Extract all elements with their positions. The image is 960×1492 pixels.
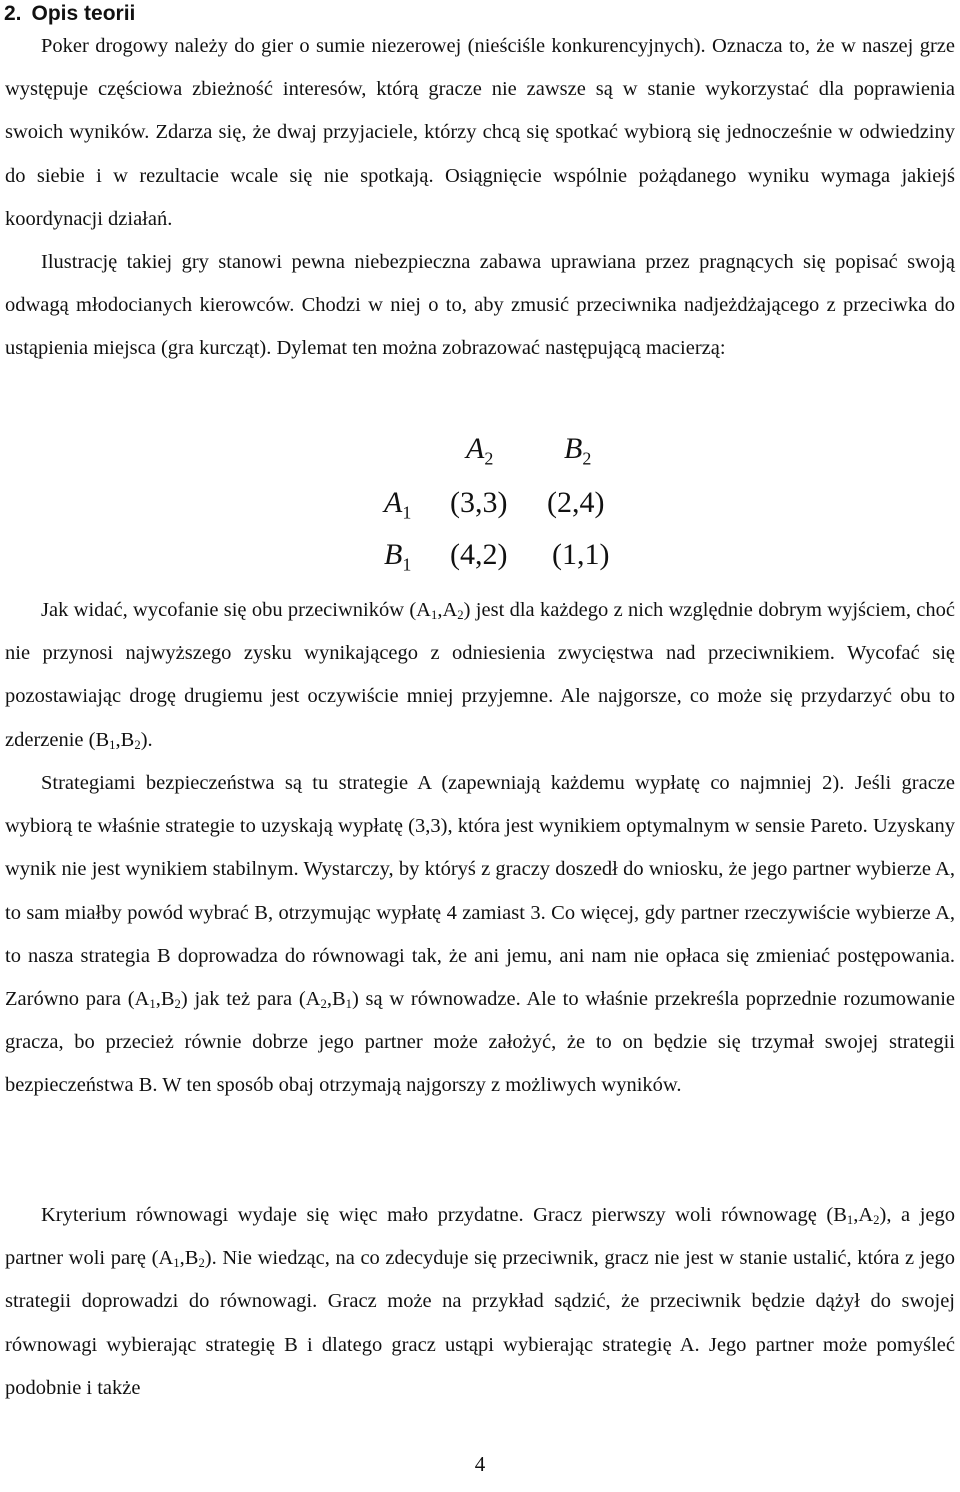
matrix-row-header-1: $A_1$ (384, 486, 412, 523)
paragraph-3: Jak widać, wycofanie się obu przeciwników $(A_1,A_2)$ jest dla każdego z nich względnie dobrym wyjściem, choć nie przynosi najwyższego zysku wynikającego z odniesienia zwycięstwa nad przeciwnikiem. Wycofać się pozostawiając drogę drugiemu jest oczywiście mniej przyjemne. Ale najgorsze, co może się przydarzyć obu to zderzenie $(B_1,B_2)$. (5, 599, 955, 752)
matrix-col-header-1: $A_2$ (466, 432, 494, 469)
paragraph-4: Strategiami bezpieczeństwa są tu strategie A (zapewniają każdemu wypłatę co najmniej 2). Jeśli gracze wybiorą te właśnie strategie to uzyskają wypłatę (3,3), która jest wynikiem optymalnym w sensie Pareto. Uzyskany wynik nie jest wynikiem stabilnym. Wystarczy, by któryś z graczy doszedł do wniosku, że jego partner wybierze A, to sam miałby powód wybrać B, otrzymując wypłatę 4 zamiast 3. Co więcej, gdy partner rzeczywiście wybierze A, to nasza strategia B doprowadza do równowagi tak, że ani jemu, ani nam nie opłaca się zmieniać postępowania. Zarówno para $(A_1,B_2)$ jak też para $(A_2,B_1)$ są w równowadze. Ale to właśnie przekreśla poprzednie rozumowanie gracza, bo przecież równie dobrze jego partner może założyć, że to on będzie się trzymał swojej strategii bezpieczeństwa B. W ten sposób obaj otrzymają najgorszy z możliwych wyników. (5, 772, 955, 1097)
section-number: 2. (4, 2, 22, 25)
matrix-col-header-2: $B_2$ (564, 432, 592, 469)
paragraph-1: Poker drogowy należy do gier o sumie niezerowej (nieściśle konkurencyjnych). Oznacza to, że w naszej grze występuje częściowa zbieżność interesów, którą gracze nie zawsze są w stanie wykorzystać dla poprawienia swoich wyników. Zdarza się, że dwaj przyjaciele, którzy chcą się spotkać wybiorą się jednocześnie w odwiedziny do siebie i w rezultacie wcale się nie spotkają. Osiągnięcie wspólnie pożądanego wyniku wymaga jakiejś koordynacji działań. (5, 35, 955, 230)
paragraph-2: Ilustrację takiej gry stanowi pewna niebezpieczna zabawa uprawiana przez pragnących się popisać swoją odwagą młodocianych kierowców. Chodzi w niej o to, aby zmusić przeciwnika nadjeżdżającego z przeciwka do ustąpienia miejsca (gra kurcząt). Dylemat ten można zobrazować następującą macierzą: (5, 251, 955, 360)
paragraph-5: Kryterium równowagi wydaje się więc mało przydatne. Gracz pierwszy woli równowagę $(B_1,A_2)$, a jego partner woli parę $(A_1,B_2)$. Nie wiedząc, na co zdecyduje się przeciwnik, gracz nie jest w stanie ustalić, która z jego strategii doprowadzi do równowagi. Gracz może na przykład sądzić, że przeciwnik będzie dążył do swojej równowagi wybierając strategię B i dlatego gracz ustąpi wybierając strategię A. Jego partner może pomyśleć podobnie i także (5, 1204, 955, 1399)
payoff-matrix (0, 432, 960, 582)
matrix-row-header-2: $B_1$ (384, 538, 412, 575)
page-number: 4 (474, 1452, 486, 1476)
matrix-cell-1-2: (2,4) (547, 486, 605, 519)
matrix-cell-2-1: (4,2) (450, 538, 508, 571)
section-heading (4, 2, 135, 26)
matrix-cell-2-2: (1,1) (552, 538, 610, 571)
matrix-cell-1-1: (3,3) (450, 486, 508, 519)
section-title: Opis teorii (31, 2, 136, 25)
